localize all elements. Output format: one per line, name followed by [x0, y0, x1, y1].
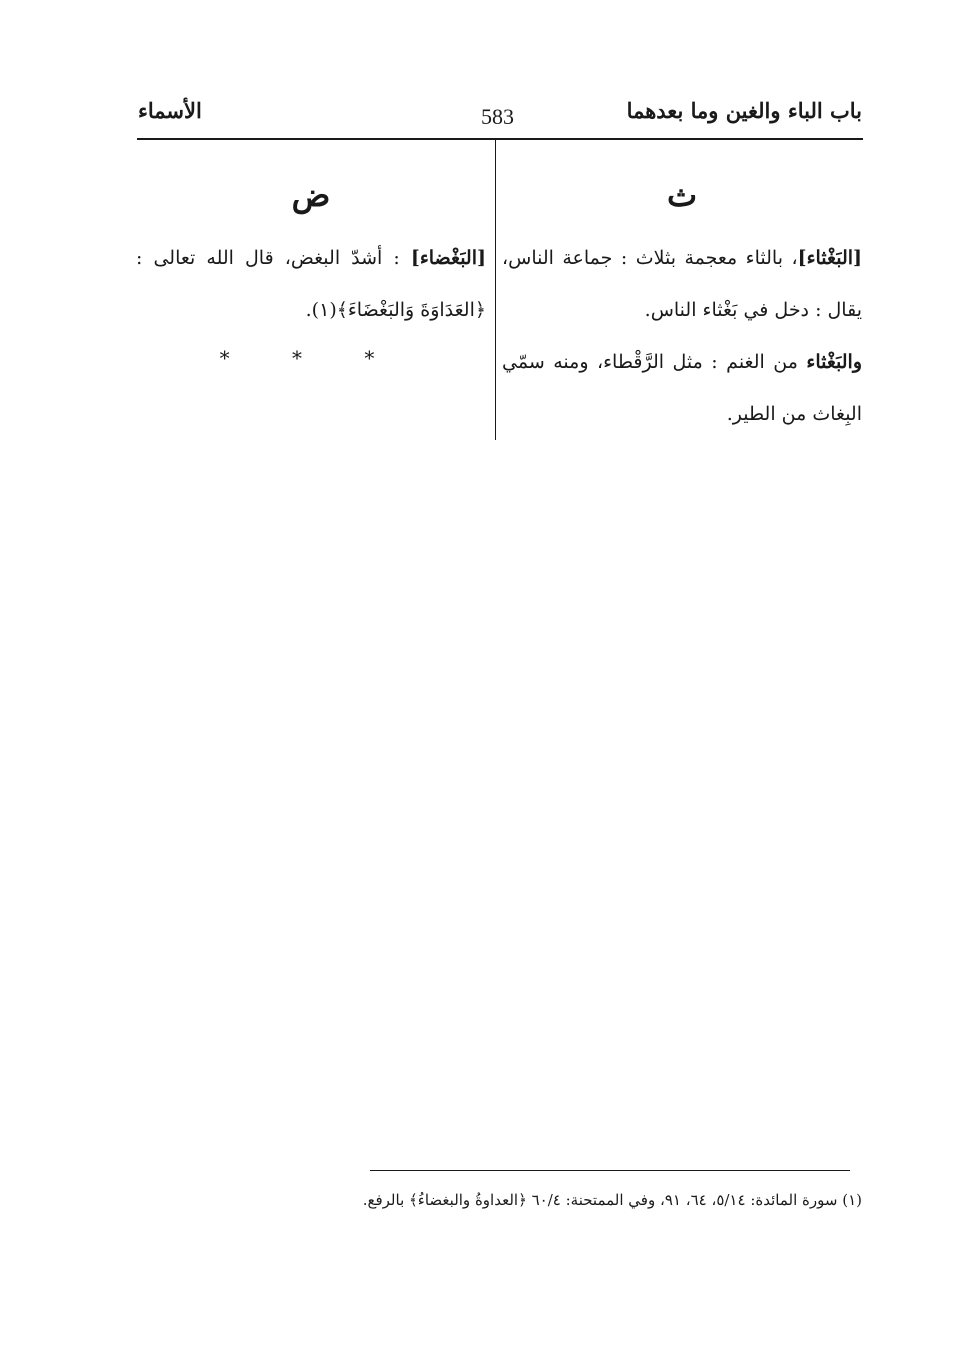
- section-letter-dad: ض: [291, 176, 331, 214]
- entry-baghda: [136, 232, 486, 336]
- page-number: 583: [481, 104, 514, 129]
- entry-baghtha-sheep: [502, 336, 862, 440]
- entry-definition: : أشدّ البغض، قال الله تعالى : ﴿العَدَاوَةَ وَالبَغْضَاءَ﴾(١).: [136, 247, 486, 321]
- right-column: [502, 170, 862, 440]
- footnote: (١) سورة المائدة: ٥/١٤، ٦٤، ٩١، وفي الممتحنة: ٦٠/٤ ﴿العداوةُ والبغضاءُ﴾ بالرفع.: [362, 1191, 862, 1209]
- left-column: [136, 170, 486, 378]
- column-divider: [495, 140, 496, 440]
- entry-baghtha-people: [502, 232, 862, 336]
- entry-definition: من الغنم : مثل الرَّقْطاء، ومنه سمّي البِغاث من الطير.: [502, 351, 862, 425]
- section-separator-stars: * * *: [219, 346, 403, 370]
- running-header-section: الأسماء: [138, 98, 202, 123]
- running-header-chapter: باب الباء والغين وما بعدهما: [626, 98, 862, 123]
- header-rule: [137, 138, 863, 140]
- entry-headword: [البَغْثاء]: [797, 247, 862, 269]
- section-letter-tha: ث: [666, 176, 698, 214]
- entry-headword: والبَغْثاء: [806, 351, 862, 373]
- entry-headword: [البَغْضاء]: [410, 247, 486, 269]
- entry-definition: ، بالثاء معجمة بثلاث : جماعة الناس، يقال : دخل في بَغْثاء الناس.: [502, 247, 862, 321]
- footnote-rule: [370, 1170, 850, 1171]
